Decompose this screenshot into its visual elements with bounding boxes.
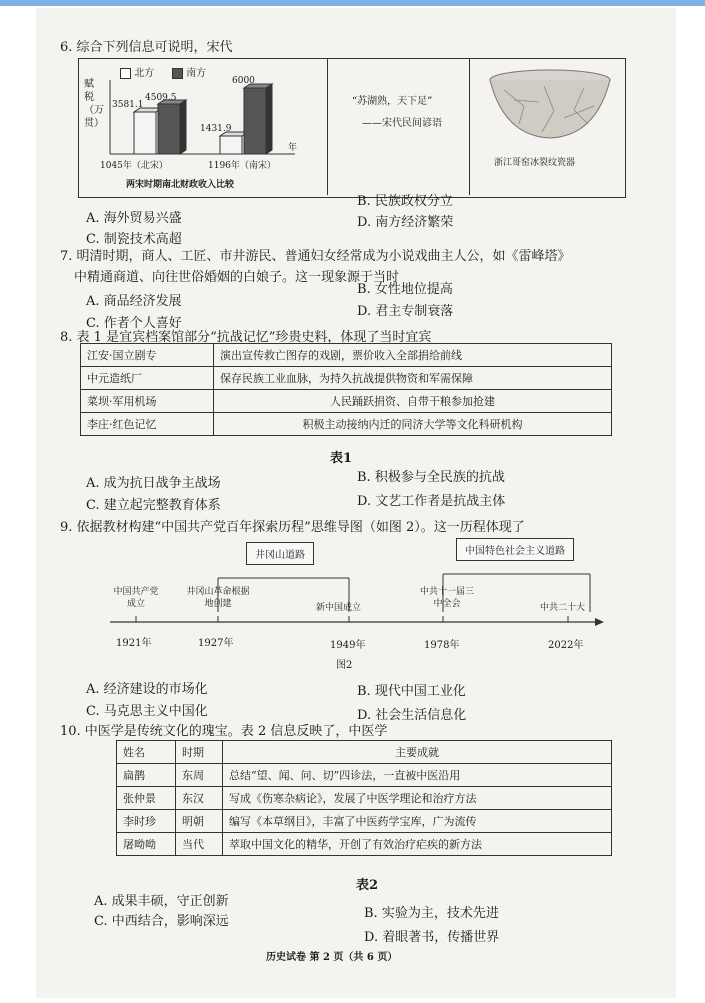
table-row [81, 413, 612, 436]
q6-saying: “苏湖熟，天下足” [352, 96, 433, 107]
bar-south-1045 [158, 104, 180, 154]
x-unit: 年 [288, 143, 298, 153]
header-name: 姓名 [117, 741, 176, 764]
page-footer: 历史试卷 第 2 页（共 6 页） [266, 952, 398, 963]
table-cell: 江安·国立剧专 [81, 344, 214, 367]
figure2-caption: 图2 [336, 660, 353, 671]
header-period: 时期 [176, 741, 223, 764]
table-cell: 写成《伤寒杂病论》，发展了中医学理论和治疗方法 [223, 787, 612, 810]
q6-bar-chart [100, 70, 300, 160]
timeline-arrow [595, 618, 604, 626]
table-cell: 人民踊跃捐资、自带干粮参加抢建 [214, 390, 612, 413]
chart-caption: 两宋时期南北财政收入比较 [126, 180, 235, 190]
year-1949: 1949年 [330, 640, 366, 651]
bar-south-1196-side [266, 84, 272, 154]
bar-south-1045-side [180, 100, 186, 154]
q10-option-d[interactable]: D. 着眼著书，传播世界 [364, 930, 500, 945]
bowl-caption: 浙江哥窑冰裂纹瓷器 [494, 158, 576, 168]
year-1927: 1927年 [198, 638, 234, 649]
event-20th-congress: 中共二十大 [540, 603, 586, 613]
table-row [117, 833, 612, 856]
event-third-plenum: 中共十一届三中全会 [419, 587, 474, 609]
q6-option-b[interactable]: B. 民族政权分立 [357, 194, 453, 209]
q9-box-socialism: 中国特色社会主义道路 [456, 538, 574, 561]
legend-south-label: 南方 [186, 68, 207, 79]
table-cell: 扁鹊 [117, 764, 176, 787]
table-row [81, 344, 612, 367]
table-row [117, 810, 612, 833]
top-accent-bar [0, 0, 705, 6]
q8-option-d[interactable]: D. 文艺工作者是抗战主体 [357, 494, 506, 509]
q7-option-b[interactable]: B. 女性地位提高 [357, 282, 453, 297]
table-cell: 东周 [176, 764, 223, 787]
q6-chart-ylabel: 赋税（万贯） [84, 79, 104, 129]
q8-table [80, 343, 612, 436]
table-row [117, 764, 612, 787]
bar-south-1196 [244, 88, 266, 154]
q6-saying-source: ——宋代民间谚语 [362, 118, 442, 129]
table-row [117, 787, 612, 810]
q9-timeline [90, 560, 610, 630]
table-header-row [117, 741, 612, 764]
q6-stem: 6. 综合下列信息可说明，宋代 [60, 40, 233, 55]
table-cell: 积极主动接纳内迁的同济大学等文化科研机构 [214, 413, 612, 436]
table-cell: 屠呦呦 [117, 833, 176, 856]
q7-stem-line1: 7. 明清时期，商人、工匠、市井游民、普通妇女经常成为小说戏曲主人公，如《雷峰塔》 [60, 249, 571, 264]
q8-option-b[interactable]: B. 积极参与全民族的抗战 [357, 470, 505, 485]
label-north-1045: 3581.1 [112, 100, 144, 110]
legend-north-label: 北方 [134, 68, 155, 79]
bar-north-1045 [134, 112, 156, 154]
crackle-bowl-image [484, 66, 616, 146]
year-1978: 1978年 [424, 640, 460, 651]
event-prc-founded: 新中国成立 [316, 603, 362, 613]
q7-option-a[interactable]: A. 商品经济发展 [86, 294, 182, 309]
category-1196: 1196年（南宋） [208, 161, 276, 171]
year-1921: 1921年 [116, 638, 152, 649]
q6-option-d[interactable]: D. 南方经济繁荣 [357, 215, 454, 230]
q9-option-b[interactable]: B. 现代中国工业化 [357, 684, 466, 699]
q9-stem: 9. 依据教材构建“中国共产党百年探索历程”思维导图（如图 2）。这一历程体现了 [60, 520, 525, 535]
table-cell: 李时珍 [117, 810, 176, 833]
q9-option-d[interactable]: D. 社会生活信息化 [357, 708, 467, 723]
table-row [81, 367, 612, 390]
q9-option-a[interactable]: A. 经济建设的市场化 [86, 682, 208, 697]
q8-option-a[interactable]: A. 成为抗日战争主战场 [86, 476, 221, 491]
table-cell: 编写《本草纲目》，丰富了中医药学宝库，广为流传 [223, 810, 612, 833]
q6-option-a[interactable]: A. 海外贸易兴盛 [86, 211, 182, 226]
table-cell: 中元造纸厂 [81, 367, 214, 390]
q9-option-c[interactable]: C. 马克思主义中国化 [86, 704, 208, 719]
category-1045: 1045年（北宋） [100, 161, 168, 171]
q6-option-c[interactable]: C. 制瓷技术高超 [86, 232, 182, 247]
q10-option-c[interactable]: C. 中西结合，影响深远 [94, 914, 229, 929]
table-cell: 萃取中国文化的精华，开创了有效治疗疟疾的新方法 [223, 833, 612, 856]
event-jinggangshan-base: 井冈山革命根据地创建 [186, 587, 250, 609]
event-party-founded: 中国共产党成立 [113, 587, 159, 609]
q7-option-d[interactable]: D. 君主专制衰落 [357, 304, 454, 319]
q10-option-b[interactable]: B. 实验为主，技术先进 [364, 906, 499, 921]
bar-north-1196 [220, 136, 242, 154]
table-cell: 张仲景 [117, 787, 176, 810]
table-cell: 明朝 [176, 810, 223, 833]
label-north-1196: 1431.9 [200, 124, 232, 134]
table-cell: 总结“望、闻、问、切”四诊法，一直被中医沿用 [223, 764, 612, 787]
label-south-1045: 4509.5 [145, 93, 177, 103]
q8-option-c[interactable]: C. 建立起完整教育体系 [86, 498, 221, 513]
table-cell: 菜坝·军用机场 [81, 390, 214, 413]
label-south-1196: 6000 [232, 76, 255, 86]
q10-stem: 10. 中医学是传统文化的瑰宝。表 2 信息反映了，中医学 [60, 724, 388, 739]
table-cell: 演出宣传救亡图存的戏剧，票价收入全部捐给前线 [214, 344, 612, 367]
q9-box-jinggangshan: 井冈山道路 [246, 542, 314, 565]
table-cell: 保存民族工业血脉，为持久抗战提供物资和军需保障 [214, 367, 612, 390]
year-2022: 2022年 [548, 640, 584, 651]
q10-table [116, 740, 612, 856]
table1-caption: 表1 [330, 451, 353, 466]
q8-stem: 8. 表 1 是宜宾档案馆部分“抗战记忆”珍贵史料，体现了当时宜宾 [60, 330, 432, 345]
table-cell: 当代 [176, 833, 223, 856]
header-achievement: 主要成就 [223, 741, 612, 764]
q7-option-c[interactable]: C. 作者个人喜好 [86, 316, 182, 331]
q7-stem-line2: 中精通商道、向往世俗婚姻的白娘子。这一现象源于当时 [74, 270, 400, 285]
table-row [81, 390, 612, 413]
q10-option-a[interactable]: A. 成果丰硕，守正创新 [94, 894, 229, 909]
table-cell: 东汉 [176, 787, 223, 810]
table-cell: 李庄·红色记忆 [81, 413, 214, 436]
table2-caption: 表2 [356, 878, 379, 893]
